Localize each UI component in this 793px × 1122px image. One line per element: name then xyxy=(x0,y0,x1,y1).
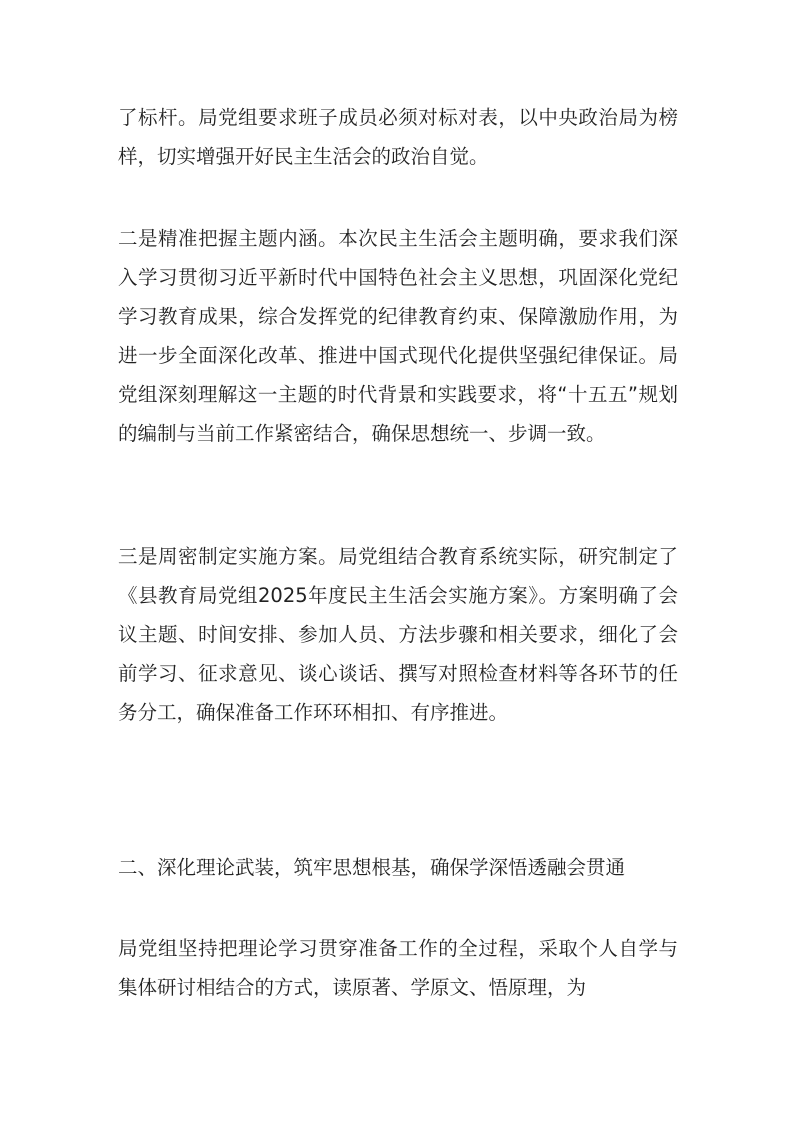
paragraph-theory-study: 局党组坚持把理论学习贯穿准备工作的全过程，采取个人自学与集体研讨相结合的方式，读原著、学原文、悟原理，为 xyxy=(118,937,678,999)
section-heading: 二、深化理论武装，筑牢思想根基，确保学深悟透融会贯通 xyxy=(118,856,626,879)
paragraph-continuation: 了标杆。局党组要求班子成员必须对标对表，以中央政治局为榜样，切实增强开好民主生活会的政治自觉。 xyxy=(118,106,678,168)
paragraph-theme-connotation: 二是精准把握主题内涵。本次民主生活会主题明确，要求我们深入学习贯彻习近平新时代中国特色社会主义思想，巩固深化党纪学习教育成果，综合发挥党的纪律教育约束、保障激励作用，为进一步全面深化改革、推进中国式现代化提供坚强纪律保证。局党组深刻理解这一主题的时代背景和实践要求，将“十五五”规划的编制与当前工作紧密结合，确保思想统一、步调一致。 xyxy=(118,227,678,445)
paragraph-implementation-plan: 三是周密制定实施方案。局党组结合教育系统实际，研究制定了《县教育局党组2025年度民主生活会实施方案》。方案明确了会议主题、时间安排、参加人员、方法步骤和相关要求，细化了会前学习、征求意见、谈心谈话、撰写对照检查材料等各环节的任务分工，确保准备工作环环相扣、有序推进。 xyxy=(118,545,678,724)
